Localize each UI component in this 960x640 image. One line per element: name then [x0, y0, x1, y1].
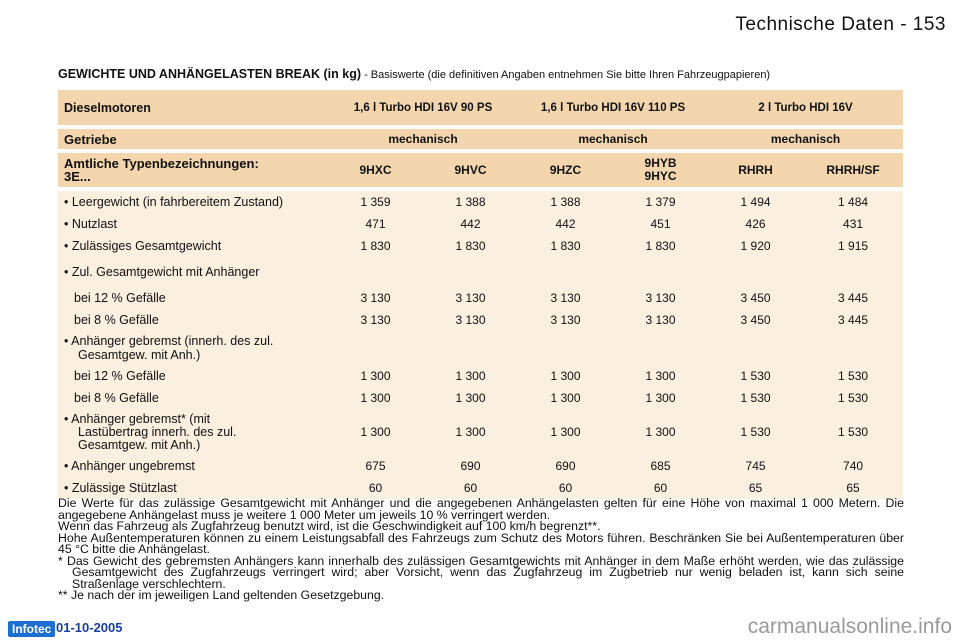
table-row [58, 455, 903, 477]
value-cell: 1 530 [708, 365, 803, 387]
section-title-bold: GEWICHTE UND ANHÄNGELASTEN BREAK (in kg) [58, 67, 362, 81]
row-label: • Zul. Gesamtgewicht mit Anhänger [58, 257, 328, 287]
type-cell-line1: 9HYB [644, 156, 677, 170]
value-cell: 60 [423, 477, 518, 499]
infotec-logo: Infotec [8, 621, 55, 637]
value-cell: 1 830 [423, 235, 518, 257]
row-label: • Anhänger ungebremst [58, 455, 328, 477]
value-cell: 1 530 [803, 387, 903, 409]
value-cell: 442 [423, 213, 518, 235]
type-label-line2: 3E... [64, 169, 91, 184]
row-label-line1: • Anhänger gebremst* (mit [64, 411, 211, 426]
row-label: • Leergewicht (in fahrbereitem Zustand) [58, 191, 328, 213]
value-cell: 1 830 [518, 235, 613, 257]
value-cell: 3 130 [613, 309, 708, 331]
value-cell: 1 359 [328, 191, 423, 213]
table-row [58, 287, 903, 309]
row-label: • Zulässiges Gesamtgewicht [58, 235, 328, 257]
type-cell: RHRH/SF [803, 153, 903, 187]
section-title [58, 67, 938, 81]
value-cell: 431 [803, 213, 903, 235]
row-label: bei 12 % Gefälle [58, 365, 328, 387]
value-cell: 471 [328, 213, 423, 235]
value-cell: 3 445 [803, 287, 903, 309]
table-row [58, 331, 903, 365]
table-row [58, 235, 903, 257]
row-label-line3: Gesamtgew. mit Anh.) [78, 437, 201, 452]
value-cell: 3 450 [708, 287, 803, 309]
value-cell: 1 300 [613, 409, 708, 455]
note-paragraph: Die Werte für das zulässige Gesamtgewicht mit Anhänger und die angegebenen Anhängelasten gelten für eine Höhe von maximal 1 000 Metern. Die angegebene Anhängelast muss je weitere 1 000 Meter um jeweils 10 % verringert werden. [58, 496, 904, 522]
gearbox-1: mechanisch [328, 129, 518, 149]
table-row [58, 409, 903, 455]
value-cell: 1 300 [613, 365, 708, 387]
value-cell: 60 [613, 477, 708, 499]
value-cell: 1 300 [328, 365, 423, 387]
footnote: ** Je nach der im jeweiligen Land geltenden Gesetzgebung. [58, 588, 385, 602]
value-cell: 451 [613, 213, 708, 235]
value-cell: 426 [708, 213, 803, 235]
row-label: bei 8 % Gefälle [58, 309, 328, 331]
value-cell: 3 130 [423, 287, 518, 309]
value-cell: 1 920 [708, 235, 803, 257]
value-cell: 3 130 [328, 287, 423, 309]
note-paragraph: Hohe Außentemperaturen können zu einem Leistungsabfall des Fahrzeugs zum Schutz des Motors führen. Beschränken Sie bei Außentemperaturen über 45 °C bitte die Anhängelast. [58, 530, 904, 556]
value-cell: 1 484 [803, 191, 903, 213]
value-cell: 3 450 [708, 309, 803, 331]
value-cell: 1 830 [613, 235, 708, 257]
value-cell: 1 300 [328, 387, 423, 409]
value-cell: 3 130 [518, 287, 613, 309]
value-cell: 745 [708, 455, 803, 477]
section-title-subtitle: - Basiswerte (die definitiven Angaben entnehmen Sie bitte Ihren Fahrzeugpapieren) [361, 69, 771, 81]
row-label: bei 12 % Gefälle [58, 287, 328, 309]
value-cell: 1 300 [613, 387, 708, 409]
value-cell: 1 530 [708, 409, 803, 455]
row-label-line2: Lastübertrag innerh. des zul. [78, 424, 237, 439]
watermark: carmanualsonline.info [747, 615, 952, 638]
value-cell: 1 530 [708, 387, 803, 409]
value-cell: 1 300 [423, 387, 518, 409]
engine-2: 1,6 l Turbo HDI 16V 110 PS [518, 90, 708, 125]
table-row [58, 309, 903, 331]
value-cell: 1 300 [518, 387, 613, 409]
value-cell: 1 300 [518, 365, 613, 387]
value-cell: 1 494 [708, 191, 803, 213]
value-cell: 1 915 [803, 235, 903, 257]
gearbox-row [58, 129, 903, 149]
gearbox-2: mechanisch [518, 129, 708, 149]
value-cell: 60 [328, 477, 423, 499]
footnote: * Das Gewicht des gebremsten Anhängers kann innerhalb des zulässigen Gesamtgewichts mit Anhänger in dem Maße erhöht werden, wie das zulässige Gesamtgewicht des Zugfahrzeugs verringert wird; aber Vorsicht, wenn das Zugfahrzeug im Zugbetrieb nur wenig beladen ist, kann sich seine Straßenlage verschlechtern. [58, 553, 904, 591]
value-cell: 1 300 [328, 409, 423, 455]
row-label: • Nutzlast [58, 213, 328, 235]
value-cell: 1 830 [328, 235, 423, 257]
value-cell: 685 [613, 455, 708, 477]
type-cell-line2: 9HYC [644, 169, 677, 183]
row-label: bei 8 % Gefälle [58, 387, 328, 409]
value-cell: 1 300 [423, 409, 518, 455]
value-cell: 3 130 [613, 287, 708, 309]
notes [58, 498, 904, 602]
type-cell: 9HZC [518, 153, 613, 187]
value-cell: 1 379 [613, 191, 708, 213]
value-cell: 740 [803, 455, 903, 477]
table-row [58, 191, 903, 213]
gearbox-label: Getriebe [58, 129, 328, 149]
type-label [58, 153, 328, 187]
value-cell: 1 300 [518, 409, 613, 455]
type-cell [613, 153, 708, 187]
table-row [58, 365, 903, 387]
value-cell: 3 130 [518, 309, 613, 331]
row-label-line1: • Anhänger gebremst (innerh. des zul. [64, 334, 274, 348]
note-paragraph: Wenn das Fahrzeug als Zugfahrzeug benutzt wird, ist die Geschwindigkeit auf 100 km/h begrenzt**. [58, 519, 601, 533]
footer-date: 01-10-2005 [56, 620, 123, 635]
row-label-line2: Gesamtgew. mit Anh.) [78, 348, 201, 362]
type-cell: 9HVC [423, 153, 518, 187]
value-cell: 65 [708, 477, 803, 499]
engine-header-row [58, 90, 903, 125]
type-label-line1: Amtliche Typenbezeichnungen: [64, 156, 259, 171]
gearbox-3: mechanisch [708, 129, 903, 149]
value-cell: 675 [328, 455, 423, 477]
row-label [58, 331, 328, 365]
value-cell: 60 [518, 477, 613, 499]
page-header: Technische Daten - 153 [735, 14, 946, 35]
value-cell: 690 [423, 455, 518, 477]
value-cell: 690 [518, 455, 613, 477]
value-cell: 1 388 [518, 191, 613, 213]
type-row [58, 153, 903, 187]
table-row [58, 257, 903, 287]
value-cell: 1 300 [423, 365, 518, 387]
row-label [58, 409, 328, 455]
value-cell: 3 445 [803, 309, 903, 331]
row-label: • Zulässige Stützlast [58, 477, 328, 499]
value-cell: 442 [518, 213, 613, 235]
value-cell: 1 530 [803, 409, 903, 455]
table-row [58, 387, 903, 409]
weights-table [58, 90, 903, 499]
value-cell: 3 130 [423, 309, 518, 331]
value-cell: 65 [803, 477, 903, 499]
type-cell: 9HXC [328, 153, 423, 187]
type-cell: RHRH [708, 153, 803, 187]
table-row [58, 213, 903, 235]
engine-label: Dieselmotoren [58, 90, 328, 125]
value-cell: 1 388 [423, 191, 518, 213]
engine-1: 1,6 l Turbo HDI 16V 90 PS [328, 90, 518, 125]
engine-3: 2 l Turbo HDI 16V [708, 90, 903, 125]
value-cell: 3 130 [328, 309, 423, 331]
value-cell: 1 530 [803, 365, 903, 387]
